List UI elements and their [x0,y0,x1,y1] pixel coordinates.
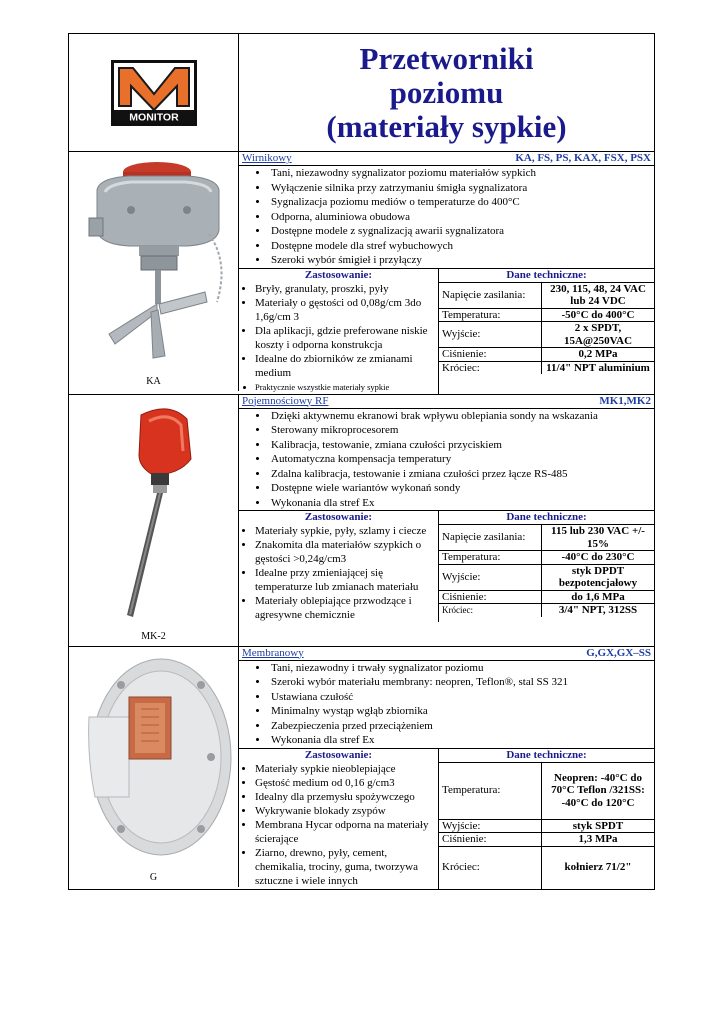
spec-key: Napięcie zasilania: [439,282,542,308]
tech-heading: Dane techniczne: [506,511,587,523]
feature-list [239,661,654,748]
feature-item: • Zdalna kalibracja, testowanie i zmiana czułości przez łącze RS-485 [269,467,654,482]
rotary-paddle-sensor-image [69,152,239,372]
spec-row [439,819,654,833]
spec-row [439,551,654,565]
spec-key: Ciśnienie: [439,590,542,604]
title-line-3: (materiały sypkie) [326,109,567,144]
application-item: • Idealne do zbiorników ze zmianami medium [255,352,438,380]
spec-key: Temperatura: [439,308,542,322]
spec-row [439,590,654,604]
feature-item: • Wykonania dla stref Ex [269,496,654,511]
applications-heading: Zastosowanie: [304,748,373,761]
application-item: • Wykrywanie blokady zsypów [255,804,438,818]
product-g [69,646,654,889]
spec-row [439,833,654,847]
spec-key: Ciśnienie: [439,833,542,847]
application-item: • Gęstość medium od 0,16 g/cm3 [255,776,438,790]
monitor-logo [111,60,197,126]
application-item: • Znakomita dla materiałów szypkich o gęstości >0,24g/cm3 [255,538,438,566]
feature-item: • Dostępne modele z sygnalizacją awarii sygnalizatora [269,224,654,239]
feature-item: • Dzięki aktywnemu ekranowi brak wpływu oblepiania sondy na wskazania [269,409,654,424]
spec-value: -40°C do 230°C [542,551,655,565]
application-item: • Bryły, granulaty, proszki, pyły [255,282,438,296]
spec-value: do 1,6 MPa [542,590,655,604]
feature-item: • Wykonania dla stref Ex [269,733,654,748]
spec-value: kołnierz 71/2" [542,846,655,889]
spec-key: Króciec: [439,846,542,889]
feature-item: • Sygnalizacja poziomu mediów o temperaturze do 400°C [269,195,654,210]
product-codes: G,GX,GX–SS [586,646,651,659]
application-item: • Materiały sypkie nieoblepiające [255,762,438,776]
logo-text: MONITOR [128,111,179,123]
spec-key: Napięcie zasilania: [439,525,542,551]
application-item: • Ziarno, drewno, pyły, cement, chemikalia, trociny, guma, tworzywa sztuczne i wiele innych [255,846,438,888]
spec-row [439,525,654,551]
tech-column [439,749,654,889]
product-mk2 [69,394,654,646]
applications-column [239,749,439,889]
product-name-link[interactable]: Pojemnościowy RF [242,394,329,407]
feature-item: • Szeroki wybór śmigieł i przyłączy [269,253,654,268]
spec-row [439,322,654,348]
spec-value: 0,2 MPa [542,348,655,362]
tech-column [439,511,654,622]
spec-value: Neopren: -40°C do 70°C Teflon /321SS: -40°C do 120°C [542,762,655,819]
header-row [69,34,654,151]
spec-value: 3/4" NPT, 312SS [542,604,655,617]
spec-row [439,348,654,362]
feature-list [239,166,654,268]
details-row [239,510,654,622]
spec-value: 230, 115, 48, 24 VAC lub 24 VDC [542,282,655,308]
feature-item: • Ustawiana czułość [269,690,654,705]
spec-key: Temperatura: [439,762,542,819]
feature-item: • Dostępne modele dla stref wybuchowych [269,239,654,254]
spec-table [439,282,654,375]
feature-item: • Minimalny wystąp wgłąb zbiornika [269,704,654,719]
product-image-label: MK-2 [141,630,166,642]
title-line-1: Przetworniki [359,41,534,76]
feature-item: • Tani, niezawodny sygnalizator poziomu materiałów sypkich [269,166,654,181]
applications-column [239,269,439,394]
feature-item: • Dostępne wiele wariantów wykonań sondy [269,481,654,496]
feature-item: • Zabezpieczenia przed przeciążeniem [269,719,654,734]
spec-key: Wyjście: [439,564,542,590]
spec-key: Króciec: [439,361,542,374]
product-name-link[interactable]: Membranowy [242,646,304,659]
spec-value: 11/4" NPT aluminium [542,361,655,374]
tech-heading: Dane techniczne: [506,748,587,761]
product-ka [69,151,654,394]
product-name-link[interactable]: Wirnikowy [242,152,292,164]
application-item: • Praktycznie wszystkie materiały sypkie [255,380,438,394]
application-item: • Dla aplikacji, gdzie preferowane niskie koszty i odporna konstrukcja [255,324,438,352]
spec-row [439,361,654,374]
spec-table [439,524,654,617]
spec-row [439,564,654,590]
applications-heading: Zastosowanie: [304,268,373,281]
product-header [239,152,654,166]
spec-value: 1,3 MPa [542,833,655,847]
feature-item: • Sterowany mikroprocesorem [269,423,654,438]
spec-row [439,308,654,322]
product-image-cell [69,395,239,646]
tech-column [439,269,654,394]
feature-item: • Odporna, aluminiowa obudowa [269,210,654,225]
page-title [239,34,654,144]
product-image-label: G [149,871,158,883]
spec-key: Wyjście: [439,322,542,348]
product-header [239,647,654,661]
spec-row [439,762,654,819]
feature-list [239,409,654,511]
spec-key: Króciec: [439,604,542,617]
spec-key: Wyjście: [439,819,542,833]
feature-item: • Kalibracja, testowanie, zmiana czułości przyciskiem [269,438,654,453]
feature-item: • Szeroki wybór materiału membrany: neopren, Teflon®, stal SS 321 [269,675,654,690]
capacitive-probe-image [69,395,239,625]
spec-value: -50°C do 400°C [542,308,655,322]
tech-heading: Dane techniczne: [506,268,587,281]
application-item: • Materiały sypkie, pyły, szlamy i ciecze [255,524,438,538]
logo-cell [69,34,239,151]
spec-value: styk DPDT bezpotencjałowy [542,564,655,590]
feature-item: • Tani, niezawodny i trwały sygnalizator poziomu [269,661,654,676]
application-item: • Materiały oblepiające przwodzące i agresywne chemicznie [255,594,438,622]
product-codes: KA, FS, PS, KAX, FSX, PSX [515,152,651,164]
applications-column [239,511,439,622]
applications-heading: Zastosowanie: [304,511,373,523]
product-header [239,395,654,409]
spec-row [439,282,654,308]
application-item: • Idealny dla przemysłu spożywczego [255,790,438,804]
product-image-label: KA [146,376,161,387]
product-image-cell [69,152,239,391]
spec-row [439,604,654,617]
application-item: • Membrana Hycar odporna na materiały ścierające [255,818,438,846]
spec-value: 115 lub 230 VAC +/- 15% [542,525,655,551]
details-row [239,268,654,394]
spec-key: Ciśnienie: [439,348,542,362]
details-row [239,748,654,889]
spec-key: Temperatura: [439,551,542,565]
product-codes: MK1,MK2 [599,394,651,407]
application-item: • Materiały o gęstości od 0,08g/cm 3do 1,6g/cm 3 [255,296,438,324]
diaphragm-switch-image [69,647,239,869]
product-image-cell [69,647,239,887]
application-item: • Idealne przy zmieniającej się temperaturze lub zmianach materiału [255,566,438,594]
spec-table [439,762,654,889]
title-line-2: poziomu [389,75,504,110]
spec-value: styk SPDT [542,819,655,833]
spec-value: 2 x SPDT, 15A@250VAC [542,322,655,348]
feature-item: • Automatyczna kompensacja temperatury [269,452,654,467]
spec-row [439,846,654,889]
feature-item: • Wyłączenie silnika przy zatrzymaniu śmigła sygnalizatora [269,181,654,196]
